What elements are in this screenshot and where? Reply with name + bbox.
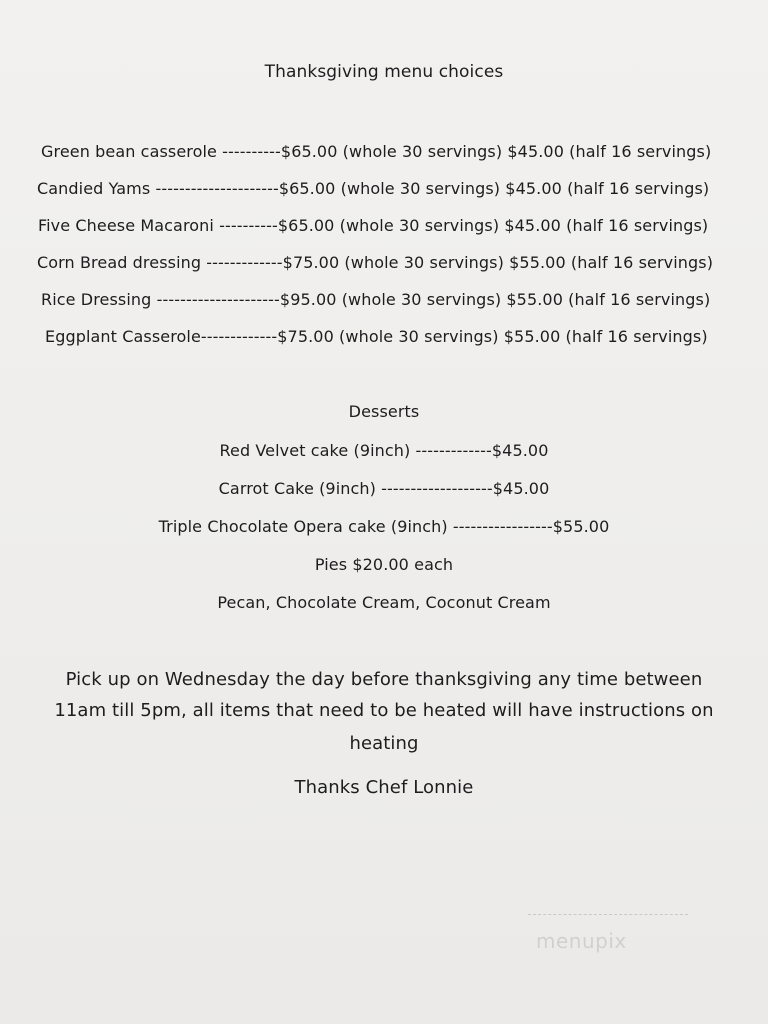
menu-item-candied-yams: Candied Yams ---------------------$65.00 (whole 30 servings) $45.00 (half 16 servings)	[37, 179, 710, 198]
menu-item-eggplant-casserole: Eggplant Casserole-------------$75.00 (whole 30 servings) $55.00 (half 16 servings)	[45, 327, 708, 346]
watermark-text: menupix	[536, 929, 627, 953]
menu-item-green-bean-casserole: Green bean casserole ----------$65.00 (whole 30 servings) $45.00 (half 16 servings)	[41, 142, 712, 161]
menu-item-corn-bread-dressing: Corn Bread dressing -------------$75.00 (whole 30 servings) $55.00 (half 16 servings)	[37, 253, 714, 272]
pickup-line-3: heating	[349, 733, 419, 754]
pickup-line-2: 11am till 5pm, all items that need to be heated will have instructions on	[54, 700, 714, 721]
dessert-carrot-cake: Carrot Cake (9inch) -------------------$45.00	[218, 479, 550, 498]
dessert-red-velvet-cake: Red Velvet cake (9inch) -------------$45.00	[219, 441, 549, 460]
desserts-heading: Desserts	[348, 402, 420, 421]
menu-title: Thanksgiving menu choices	[264, 62, 504, 82]
dessert-pie-flavors: Pecan, Chocolate Cream, Coconut Cream	[217, 593, 551, 612]
dessert-pies: Pies $20.00 each	[314, 555, 454, 574]
menu-item-five-cheese-macaroni: Five Cheese Macaroni ----------$65.00 (whole 30 servings) $45.00 (half 16 servings)	[38, 216, 709, 235]
menu-item-rice-dressing: Rice Dressing ---------------------$95.00 (whole 30 servings) $55.00 (half 16 servings)	[41, 290, 711, 309]
signature: Thanks Chef Lonnie	[294, 777, 474, 798]
dessert-triple-chocolate-opera-cake: Triple Chocolate Opera cake (9inch) -----------------$55.00	[158, 517, 610, 536]
watermark	[528, 914, 688, 965]
pickup-line-1: Pick up on Wednesday the day before thanksgiving any time between	[65, 669, 703, 690]
